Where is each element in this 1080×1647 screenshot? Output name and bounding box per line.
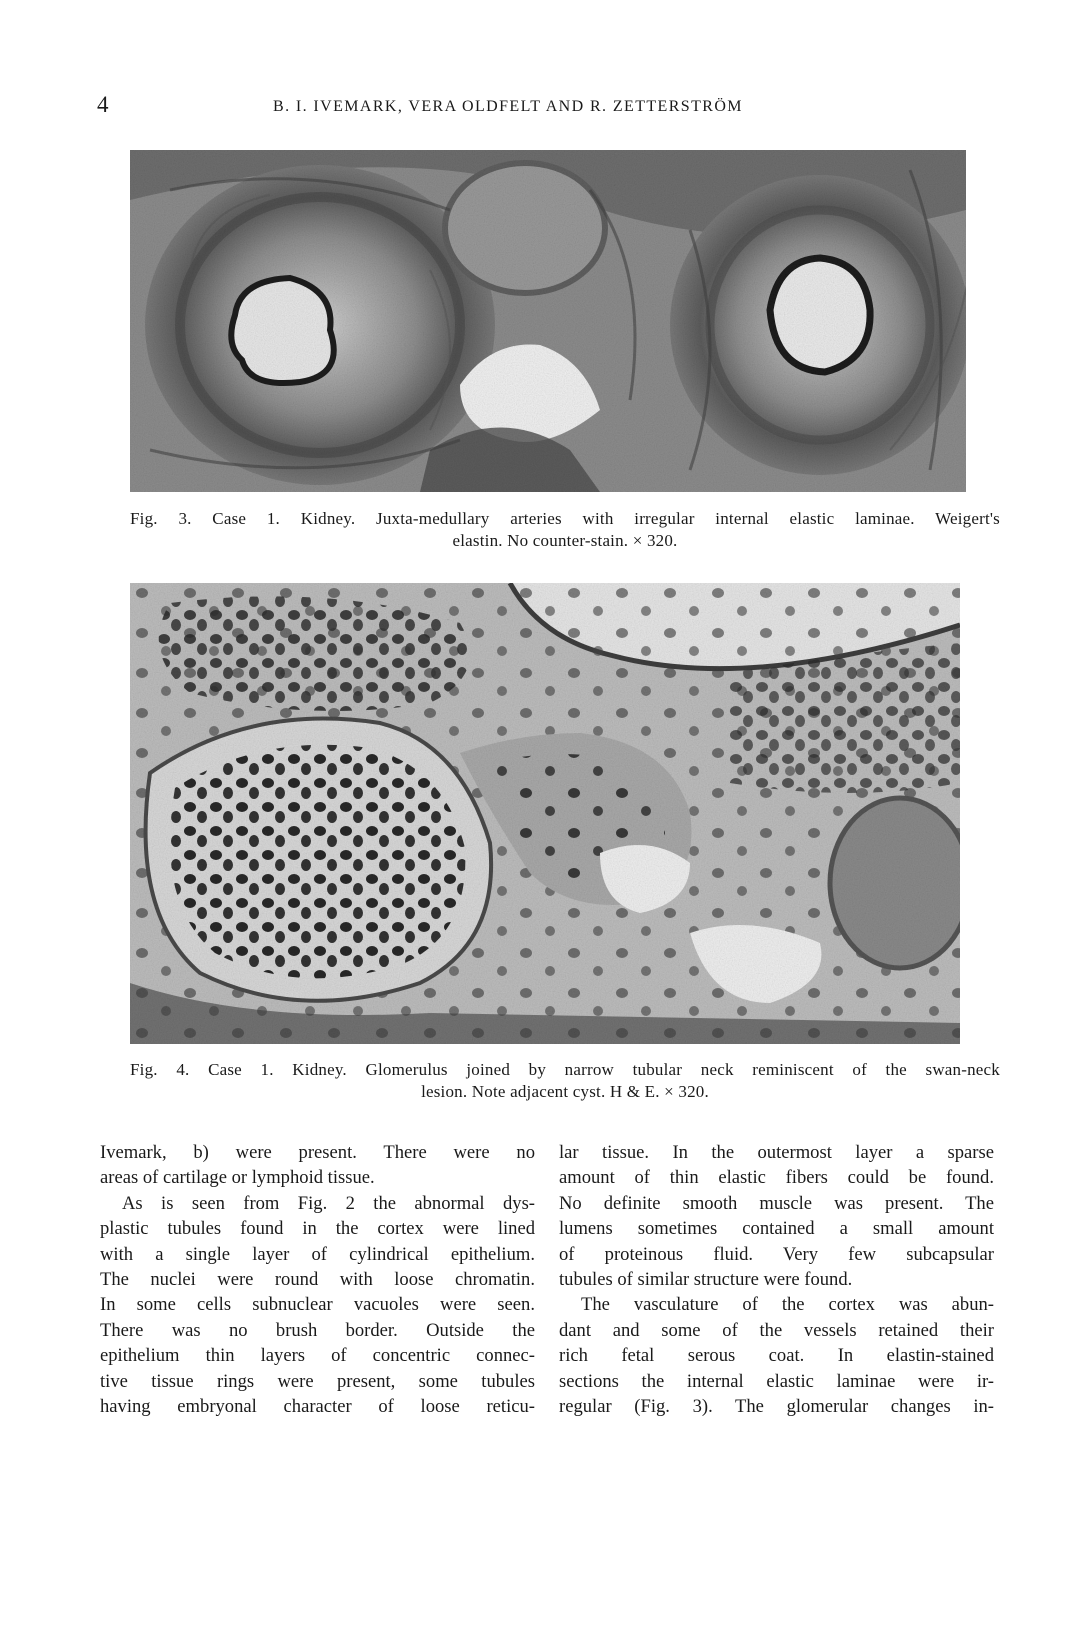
- body-line: As is seen from Fig. 2 the abnormal dys-: [122, 1192, 535, 1214]
- body-line: dant and some of the vessels retained their: [559, 1319, 994, 1341]
- body-line: of proteinous fluid. Very few subcapsular: [559, 1243, 994, 1265]
- page-number: 4: [97, 92, 109, 117]
- body-line: regular (Fig. 3). The glomerular changes in-: [559, 1396, 994, 1418]
- body-line: In some cells subnuclear vacuoles were seen.: [100, 1294, 535, 1316]
- body-line: No definite smooth muscle was present. The: [559, 1192, 994, 1214]
- figure-3-caption-line1: Fig. 3. Case 1. Kidney. Juxta-medullary arteries with irregular internal elastic laminae. Weigert's: [130, 509, 1000, 528]
- body-line: amount of thin elastic fibers could be found.: [559, 1167, 994, 1189]
- figure-3-micrograph: [130, 150, 966, 492]
- figure-4-caption-line2: lesion. Note adjacent cyst. H & E. × 320.: [421, 1082, 709, 1101]
- body-line: The nuclei were round with loose chromatin.: [100, 1269, 535, 1291]
- body-line: epithelium thin layers of concentric connec-: [100, 1345, 535, 1367]
- body-column-right: [559, 1140, 994, 1419]
- body-column-left: [100, 1140, 535, 1419]
- figure-4-caption: [130, 1059, 1000, 1103]
- body-line: tive tissue rings were present, some tubules: [100, 1370, 535, 1392]
- figure-4-micrograph: [130, 583, 960, 1044]
- body-line: lumens sometimes contained a small amount: [559, 1218, 994, 1240]
- figure-3-caption-line2: elastin. No counter-stain. × 320.: [452, 531, 678, 550]
- body-line: The vasculature of the cortex was abun-: [581, 1294, 994, 1316]
- body-line: areas of cartilage or lymphoid tissue.: [100, 1167, 375, 1189]
- body-line: plastic tubules found in the cortex were lined: [100, 1218, 535, 1240]
- figure-3-caption: [130, 508, 1000, 552]
- body-line: with a single layer of cylindrical epithelium.: [100, 1243, 535, 1265]
- running-head: B. I. IVEMARK, VERA OLDFELT AND R. ZETTERSTRÖM: [273, 98, 743, 115]
- body-line: having embryonal character of loose reticu-: [100, 1396, 535, 1418]
- body-line: Ivemark, b) were present. There were no: [100, 1142, 535, 1163]
- body-line: sections the internal elastic laminae were ir-: [559, 1370, 994, 1392]
- figure-4-caption-line1: Fig. 4. Case 1. Kidney. Glomerulus joined by narrow tubular neck reminiscent of the swan-neck: [130, 1060, 1000, 1079]
- body-line: tubules of similar structure were found.: [559, 1269, 853, 1291]
- body-line: rich fetal serous coat. In elastin-stained: [559, 1345, 994, 1367]
- page-header: [97, 92, 990, 124]
- body-line: lar tissue. In the outermost layer a sparse: [559, 1142, 994, 1163]
- body-line: There was no brush border. Outside the: [100, 1319, 535, 1341]
